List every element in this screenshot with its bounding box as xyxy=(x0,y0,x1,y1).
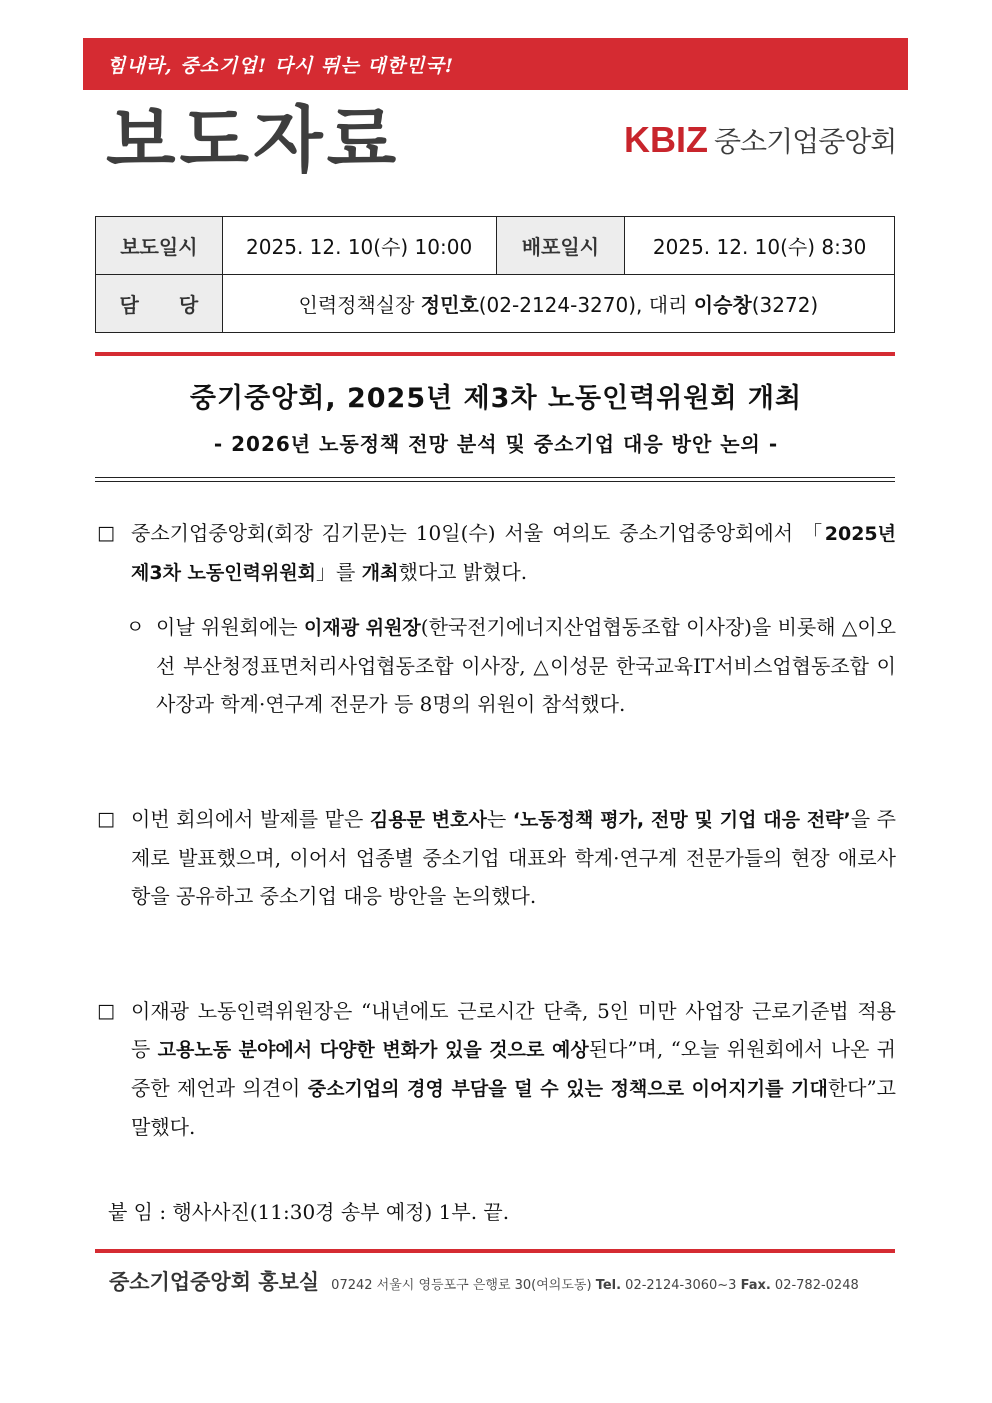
square-bullet: □ xyxy=(97,808,115,830)
document-title: 보도자료 xyxy=(106,98,401,182)
contact-label: 담 당 xyxy=(96,275,223,333)
p4-bold: 중소기업의 경영 부담을 덜 수 있는 정책으로 이어지기를 기대 xyxy=(307,1078,828,1100)
p1-bold: 개최 xyxy=(361,562,399,584)
footer-fax-label: Fax. xyxy=(740,1278,771,1293)
release-date-value: 2025. 12. 10(수) 10:00 xyxy=(222,217,496,275)
p2-text: 이날 위원회에는 xyxy=(156,615,305,639)
p1-text: 」를 xyxy=(316,560,362,584)
subheadline: - 2026년 노동정책 전망 분석 및 중소기업 대응 방안 논의 - xyxy=(213,432,779,456)
footer-divider xyxy=(95,1249,895,1253)
paragraph-1 xyxy=(131,514,896,592)
footer xyxy=(109,1266,859,1296)
p4-text: 한다”고 말했다. xyxy=(131,1076,896,1139)
contact-2-name: 이승창 xyxy=(693,293,752,317)
p3-bold: ‘노동정책 평가, 전망 및 기업 대응 전략’ xyxy=(512,809,851,831)
release-info-table xyxy=(95,216,895,333)
contact-1-name: 정민호 xyxy=(420,293,479,317)
p3-text: 는 xyxy=(486,807,513,831)
banner-slogan: 힘내라, 중소기업! 다시 뛰는 대한민국! xyxy=(107,55,455,77)
circle-bullet: ㅇ xyxy=(126,616,145,638)
paragraph-3 xyxy=(131,800,896,915)
p2-bold: 이재광 위원장 xyxy=(304,617,421,639)
p3-bold: 김용문 변호사 xyxy=(369,809,487,831)
footer-org: 중소기업중앙회 홍보실 xyxy=(109,1270,320,1294)
footer-fax: 02-782-0248 xyxy=(770,1278,859,1293)
contact-value xyxy=(222,275,894,333)
p1-text: 중소기업중앙회(회장 김기문)는 10일(수) 서울 여의도 중소기업중앙회에서 「 xyxy=(131,521,825,545)
square-bullet: □ xyxy=(97,1000,115,1022)
logo-mark: KBIZ xyxy=(624,119,708,160)
distribution-date-label: 배포일시 xyxy=(496,217,625,275)
contact-1-phone: (02-2124-3270), 대리 xyxy=(478,293,694,317)
contact-2-phone: (3272) xyxy=(751,293,819,317)
p3-text: 을 주제로 발표했으며, 이어서 업종별 중소기업 대표와 학계·연구계 전문가들의 현장 애로사항을 공유하고 중소기업 대응 방안을 논의했다. xyxy=(131,807,896,908)
p4-text: 이재광 노동인력위원장은 “내년에도 근로시간 단축, 5인 미만 사업장 근로기준법 적용 등 xyxy=(131,999,896,1061)
p1-bold: 2025년 제3차 노동인력위원회 xyxy=(131,523,896,584)
square-bullet: □ xyxy=(97,522,115,544)
footer-tel-label: Tel. xyxy=(595,1278,622,1293)
p2-text: (한국전기에너지산업협동조합 이사장)을 비롯해 △이오선 부산청정표면처리사업협동조합 이사장, △이성문 한국교육IT서비스업협동조합 이사장과 학계·연구계 전문가 등 8명의 위원이 참석했다. xyxy=(156,615,896,716)
kbiz-logo xyxy=(624,118,896,162)
logo-org-name: 중소기업중앙회 xyxy=(714,125,897,158)
paragraph-2 xyxy=(156,608,896,723)
p4-text: 된다”며, “오늘 위원회에서 나온 귀중한 제언과 의견이 xyxy=(131,1037,897,1100)
slogan-banner xyxy=(83,38,908,90)
headline: 중기중앙회, 2025년 제3차 노동인력위원회 개최 xyxy=(189,383,803,414)
release-date-label: 보도일시 xyxy=(96,217,223,275)
paragraph-4 xyxy=(131,992,896,1146)
footer-address: 07242 서울시 영등포구 은행로 30(여의도동) xyxy=(331,1278,596,1293)
p1-text: 했다고 밝혔다. xyxy=(398,560,528,584)
p4-bold: 고용노동 분야에서 다양한 변화가 있을 것으로 예상 xyxy=(157,1039,589,1061)
title-divider xyxy=(95,477,895,482)
contact-1-role: 인력정책실장 xyxy=(298,293,415,317)
attachment-note: 붙 임 : 행사사진(11:30경 송부 예정) 1부. 끝. xyxy=(108,1200,510,1224)
header-divider xyxy=(95,352,895,356)
footer-contact xyxy=(331,1274,859,1293)
footer-tel: 02-2124-3060~3 xyxy=(621,1278,741,1293)
release-info-row xyxy=(96,217,895,275)
distribution-date-value: 2025. 12. 10(수) 8:30 xyxy=(625,217,895,275)
p3-text: 이번 회의에서 발제를 맡은 xyxy=(131,807,370,831)
contact-row xyxy=(96,275,895,333)
